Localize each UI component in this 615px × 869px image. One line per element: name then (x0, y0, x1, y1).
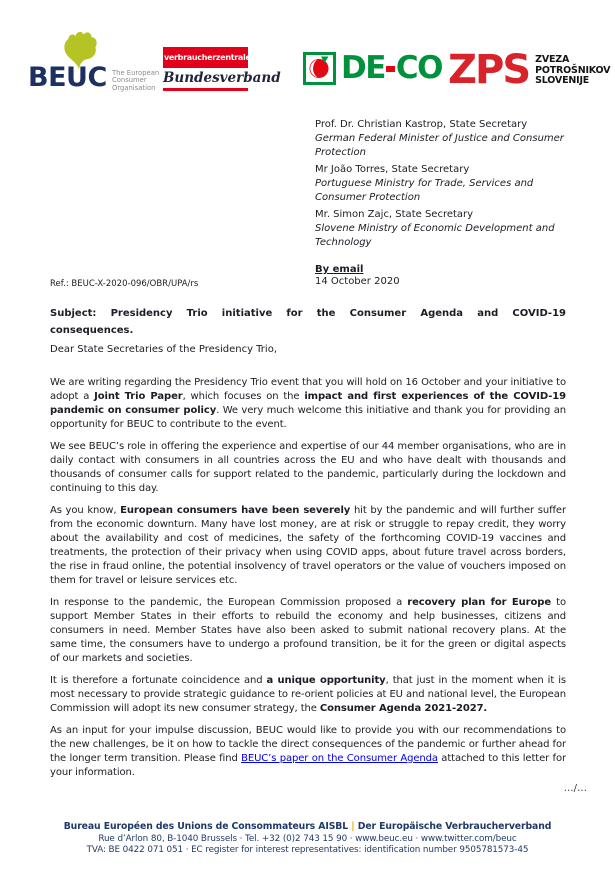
text-segment: a unique opportunity (266, 675, 386, 686)
deco-wordmark: DE CO (341, 50, 443, 86)
text-segment: , which focuses on the (182, 391, 305, 402)
recipient-3 (315, 208, 571, 250)
zps-tagline: ZVEZA POTROŠNIKOV SLOVENIJE (535, 54, 611, 86)
text-segment: recovery plan for Europe (407, 597, 552, 608)
letter-footer (0, 821, 615, 855)
footer-separator: | (351, 821, 355, 832)
recipient-2 (315, 163, 571, 205)
paragraph-3 (50, 504, 566, 588)
zps-wordmark: ZPS (448, 47, 530, 93)
deco-emblem-icon (303, 52, 336, 85)
footer-org-names: Bureau Européen des Unions de Consommateurs AISBL | Der Europäische Verbraucherverband (63, 821, 552, 832)
verbraucherzentrale-logo (163, 47, 281, 91)
recipient-name: Mr. Simon Zajc, State Secretary (315, 209, 474, 220)
text-segment: As an input for your impulse discussion, BEUC would like to provide you with our recommendations to the new challenges, be it on how to tackle the direct consequences of the pandemic or further ahead for the longer term transition. Please find (50, 725, 566, 764)
text-segment: It is therefore a fortunate coincidence and (50, 675, 267, 686)
recipient-org: German Federal Minister of Justice and Consumer Protection (315, 133, 564, 158)
text-segment: As you know, (50, 505, 121, 516)
deco-logo (303, 52, 442, 85)
continuation-mark: …/… (563, 783, 587, 794)
text-segment: impact and first experiences of the COVID-19 pandemic on consumer policy (50, 391, 566, 416)
recipient-name: Prof. Dr. Christian Kastrop, State Secretary (315, 119, 528, 130)
reference-number: Ref.: BEUC-X-2020-096/OBR/UPA/rs (50, 279, 199, 289)
text-segment: . We very much welcome this initiative and thank you for providing an opportunity for BEUC to contribute to the event. (50, 405, 566, 430)
paragraph-5 (50, 674, 566, 716)
beuc-wordmark: BEUC (28, 62, 107, 93)
by-email-label: By email (315, 264, 364, 275)
text-segment: to support Member States in their efforts to rebuild the economy and help businesses, citizens and consumers in need. Member States have also been asked to submit national recovery plans. At the same time, the consumers have to undergo a profound transition, be it for the green or digital aspects of our markets and societies. (50, 597, 566, 664)
recipient-org: Portuguese Ministry for Trade, Services and Consumer Protection (315, 178, 534, 203)
consumer-agenda-paper-link[interactable]: BEUC’s paper on the Consumer Agenda (241, 753, 438, 764)
letter-body (50, 376, 566, 788)
deco-red-dash (386, 66, 395, 72)
paragraph-4 (50, 596, 566, 666)
footer-registration: TVA: BE 0422 071 051 · EC register for interest representatives: identification number 9505781573-45 (86, 845, 529, 855)
text-segment: In response to the pandemic, the European Commission proposed a (50, 597, 408, 608)
text-segment: We see BEUC’s role in offering the experience and expertise of our 44 member organisations, who are in daily contact with consumers in all countries across the EU and who have dealt with thousands and thousands of consumer calls for support related to the pandemic, particularly during the lockdown and continuing to this day. (50, 441, 566, 494)
paragraph-1 (50, 376, 566, 432)
recipient-block (315, 118, 571, 277)
verbraucherzentrale-wordmark: verbraucherzentrale (163, 47, 248, 68)
salutation: Dear State Secretaries of the Presidency Trio, (50, 344, 277, 355)
bundesverband-script: Bundesverband (163, 70, 281, 86)
text-segment: We are writing regarding the Presidency Trio event that you will hold on 16 October and your initiative to adopt a (50, 377, 566, 402)
paragraph-2 (50, 440, 566, 496)
beuc-tagline: The European Consumer Organisation (112, 69, 160, 92)
vzbv-red-bar (163, 88, 248, 91)
text-segment: Consumer Agenda 2021-2027. (319, 703, 488, 714)
zps-logo (448, 47, 611, 93)
text-segment: hit by the pandemic and will further suffer from the economic downturn. Many have lost money, are at risk or struggle to repay credit, they worry about the availability and cost of medicines, the safety of the forthcoming COVID-19 vaccines and treatments, the protection of their privacy when using COVID apps, about future travel across borders, the rise in fraud online, the potential insolvency of travel operators or the value of vouchers imposed on them for travel or leisure services etc. (50, 505, 566, 586)
text-segment: European consumers have been severely (120, 505, 351, 516)
letter-date: 14 October 2020 (315, 276, 400, 287)
beuc-logo (28, 30, 160, 96)
text-segment: attached to this letter for your information. (50, 753, 566, 778)
text-segment: Joint Trio Paper (94, 391, 183, 402)
subject-line: Subject: Presidency Trio initiative for the Consumer Agenda and COVID-19 consequences. (50, 308, 566, 336)
recipient-name: Mr João Torres, State Secretary (315, 164, 470, 175)
footer-address: Rue d’Arlon 80, B-1040 Brussels · Tel. +32 (0)2 743 15 90 · www.beuc.eu · www.twitter.com/beuc (98, 833, 517, 844)
recipient-org: Slovene Ministry of Economic Development and Technology (315, 223, 555, 248)
paragraph-6 (50, 724, 566, 780)
recipient-1 (315, 118, 571, 160)
text-segment: , that just in the moment when it is most necessary to provide strategic guidance to re-orient policies at EU and national level, the European Commission will adopt its new consumer strategy, the (50, 675, 566, 714)
